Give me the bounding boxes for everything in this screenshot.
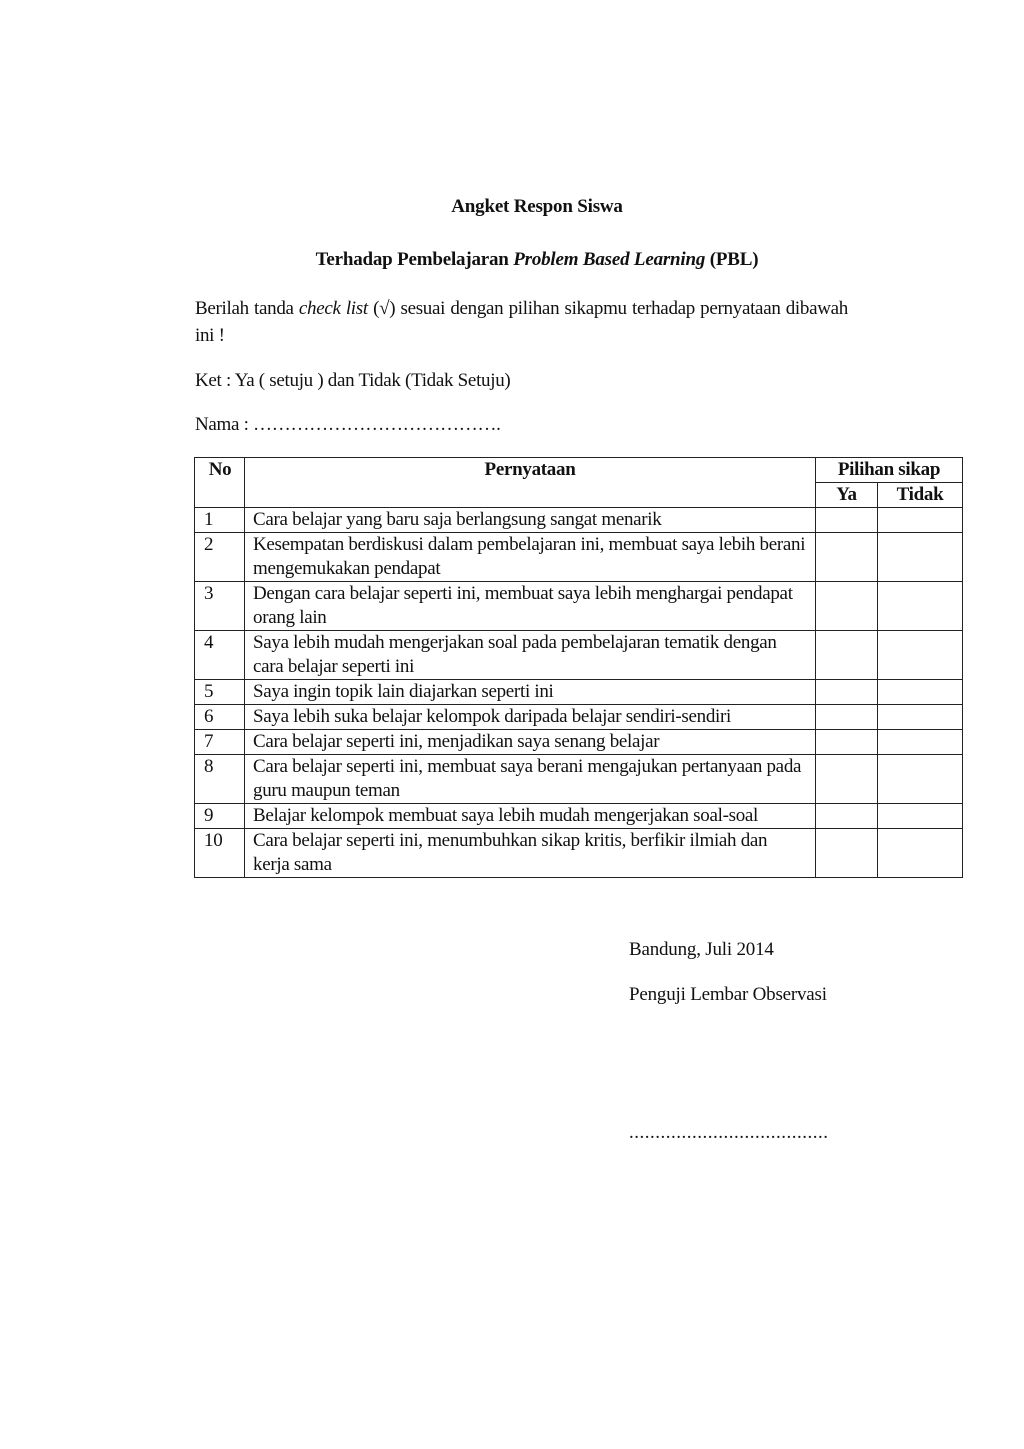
subtitle-italic: Problem Based Learning bbox=[513, 249, 706, 270]
ya-checkbox-cell[interactable] bbox=[816, 730, 878, 755]
table-row bbox=[195, 508, 963, 533]
tidak-checkbox-cell[interactable] bbox=[878, 680, 963, 705]
header-tidak: Tidak bbox=[878, 483, 963, 508]
table-row bbox=[195, 730, 963, 755]
header-pilihan-sikap: Pilihan sikap bbox=[816, 458, 963, 483]
instruction-suffix: (√) sesuai dengan pilihan sikapmu terhadap pernyataan dibawah ini ! bbox=[195, 298, 849, 346]
ya-checkbox-cell[interactable] bbox=[816, 631, 878, 680]
row-statement: Kesempatan berdiskusi dalam pembelajaran ini, membuat saya lebih berani mengemukakan pendapat bbox=[245, 533, 816, 582]
questionnaire-table bbox=[194, 457, 963, 878]
row-number: 10 bbox=[195, 829, 245, 878]
ya-checkbox-cell[interactable] bbox=[816, 705, 878, 730]
tidak-checkbox-cell[interactable] bbox=[878, 755, 963, 804]
signature-line: ...................................... bbox=[629, 1122, 829, 1143]
ya-checkbox-cell[interactable] bbox=[816, 508, 878, 533]
signature-date: Bandung, Juli 2014 bbox=[629, 939, 774, 960]
row-statement: Cara belajar seperti ini, menumbuhkan sikap kritis, berfikir ilmiah dan kerja sama bbox=[245, 829, 816, 878]
table-row bbox=[195, 755, 963, 804]
table-row bbox=[195, 829, 963, 878]
table-row bbox=[195, 533, 963, 582]
table-row bbox=[195, 680, 963, 705]
ya-checkbox-cell[interactable] bbox=[816, 533, 878, 582]
row-number: 2 bbox=[195, 533, 245, 582]
subtitle-suffix: (PBL) bbox=[705, 249, 759, 270]
instruction-prefix: Berilah tanda bbox=[195, 298, 299, 319]
tidak-checkbox-cell[interactable] bbox=[878, 804, 963, 829]
table-row bbox=[195, 804, 963, 829]
tidak-checkbox-cell[interactable] bbox=[878, 631, 963, 680]
ya-checkbox-cell[interactable] bbox=[816, 755, 878, 804]
instruction-italic: check list bbox=[298, 298, 368, 319]
table-body bbox=[195, 508, 963, 878]
signature-role: Penguji Lembar Observasi bbox=[629, 984, 827, 1005]
ya-checkbox-cell[interactable] bbox=[816, 582, 878, 631]
table-row bbox=[195, 582, 963, 631]
row-statement: Belajar kelompok membuat saya lebih mudah mengerjakan soal-soal bbox=[245, 804, 816, 829]
header-no: No bbox=[195, 458, 245, 508]
document-title: Angket Respon Siswa bbox=[451, 196, 623, 217]
row-statement: Dengan cara belajar seperti ini, membuat saya lebih menghargai pendapat orang lain bbox=[245, 582, 816, 631]
row-number: 9 bbox=[195, 804, 245, 829]
row-number: 1 bbox=[195, 508, 245, 533]
row-statement: Saya lebih mudah mengerjakan soal pada pembelajaran tematik dengan cara belajar seperti ini bbox=[245, 631, 816, 680]
name-field-line: Nama : …………………………………. bbox=[195, 414, 501, 435]
row-number: 4 bbox=[195, 631, 245, 680]
header-pernyataan: Pernyataan bbox=[245, 458, 816, 508]
row-number: 8 bbox=[195, 755, 245, 804]
tidak-checkbox-cell[interactable] bbox=[878, 705, 963, 730]
row-number: 5 bbox=[195, 680, 245, 705]
table-row bbox=[195, 705, 963, 730]
ya-checkbox-cell[interactable] bbox=[816, 680, 878, 705]
tidak-checkbox-cell[interactable] bbox=[878, 533, 963, 582]
ya-checkbox-cell[interactable] bbox=[816, 829, 878, 878]
row-statement: Saya ingin topik lain diajarkan seperti ini bbox=[245, 680, 816, 705]
row-number: 7 bbox=[195, 730, 245, 755]
row-statement: Cara belajar yang baru saja berlangsung sangat menarik bbox=[245, 508, 816, 533]
document-subtitle bbox=[0, 249, 1024, 271]
table-row bbox=[195, 631, 963, 680]
tidak-checkbox-cell[interactable] bbox=[878, 829, 963, 878]
subtitle-prefix: Terhadap Pembelajaran bbox=[315, 249, 514, 270]
row-number: 6 bbox=[195, 705, 245, 730]
row-number: 3 bbox=[195, 582, 245, 631]
tidak-checkbox-cell[interactable] bbox=[878, 582, 963, 631]
table-header-row bbox=[195, 458, 963, 483]
row-statement: Cara belajar seperti ini, membuat saya berani mengajukan pertanyaan pada guru maupun teman bbox=[245, 755, 816, 804]
row-statement: Saya lebih suka belajar kelompok daripada belajar sendiri-sendiri bbox=[245, 705, 816, 730]
tidak-checkbox-cell[interactable] bbox=[878, 730, 963, 755]
instruction-text bbox=[195, 295, 848, 349]
header-ya: Ya bbox=[816, 483, 878, 508]
legend-text: Ket : Ya ( setuju ) dan Tidak (Tidak Setuju) bbox=[195, 370, 511, 391]
row-statement: Cara belajar seperti ini, menjadikan saya senang belajar bbox=[245, 730, 816, 755]
ya-checkbox-cell[interactable] bbox=[816, 804, 878, 829]
tidak-checkbox-cell[interactable] bbox=[878, 508, 963, 533]
